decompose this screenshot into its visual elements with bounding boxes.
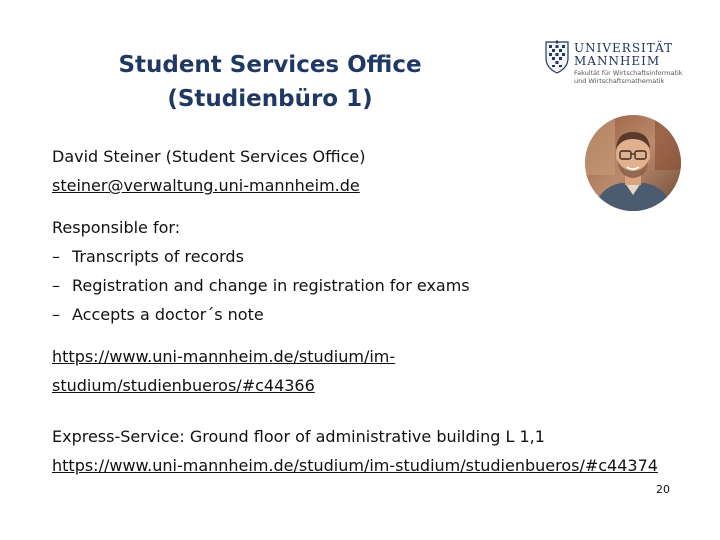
faculty-name-line1: Fakultät für Wirtschaftsinformatik — [574, 69, 683, 77]
crest-icon — [544, 40, 570, 74]
list-item — [52, 300, 470, 329]
list-item-text: Registration and change in registration for exams — [72, 276, 470, 295]
contact-block — [52, 142, 365, 200]
university-name-line1: UNIVERSITÄT — [574, 41, 674, 55]
university-name-line2: MANNHEIM — [574, 54, 661, 68]
list-item — [52, 242, 470, 271]
office-link-line2[interactable]: studium/studienbueros/#c44366 — [52, 376, 315, 395]
bullet-dash: – — [52, 247, 60, 266]
list-item — [52, 271, 470, 300]
faculty-name-line2: und Wirtschaftsmathematik — [574, 77, 665, 85]
list-item-text: Accepts a doctor´s note — [72, 305, 264, 324]
faculty-name — [574, 69, 683, 85]
university-name — [574, 42, 673, 68]
list-item-text: Transcripts of records — [72, 247, 244, 266]
responsibilities-heading: Responsible for: — [52, 218, 181, 237]
page-number: 20 — [656, 483, 670, 496]
portrait-photo — [585, 115, 681, 211]
slide-title — [70, 48, 470, 116]
portrait-photo-image — [585, 115, 681, 211]
office-link-block — [52, 342, 395, 400]
office-link-line1[interactable]: https://www.uni-mannheim.de/studium/im- — [52, 347, 396, 366]
bullet-dash: – — [52, 276, 60, 295]
slide-title-line1: Student Services Office — [118, 52, 422, 78]
university-logo — [540, 40, 690, 90]
express-service-text: Express-Service: Ground floor of administrative building L 1,1 — [52, 427, 545, 446]
contact-email-link[interactable]: steiner@verwaltung.uni-mannheim.de — [52, 176, 360, 195]
express-service-block — [52, 422, 658, 480]
bullet-dash: – — [52, 305, 60, 324]
responsibilities-block — [52, 213, 470, 329]
contact-name: David Steiner (Student Services Office) — [52, 147, 366, 166]
express-service-link[interactable]: https://www.uni-mannheim.de/studium/im-studium/studienbueros/#c44374 — [52, 456, 658, 475]
slide-title-line2: (Studienbüro 1) — [167, 86, 373, 112]
